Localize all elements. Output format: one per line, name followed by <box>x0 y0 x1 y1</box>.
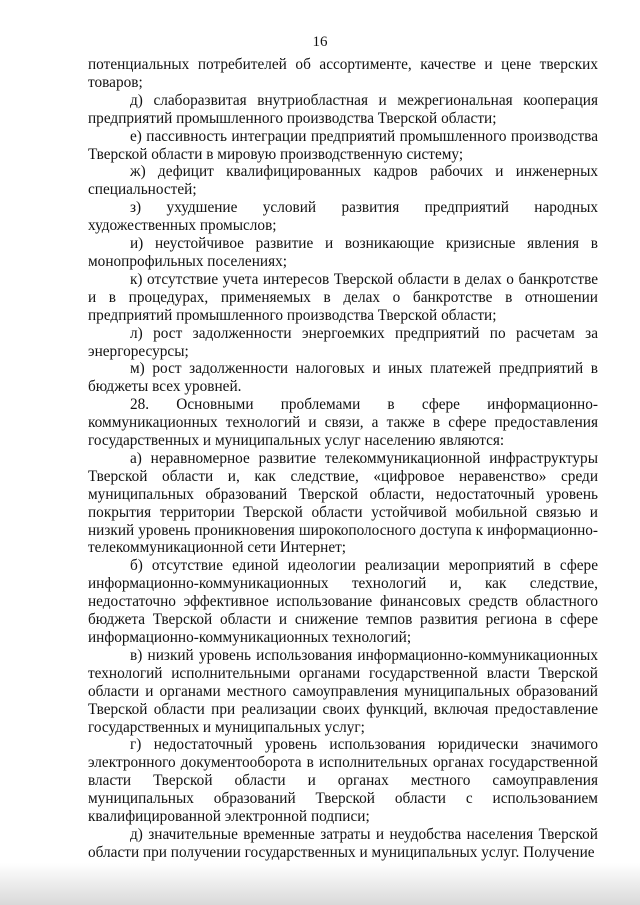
paragraph-item-g: г) недостаточный уровень использования юридически значимого электронного документооборота в исполнительных органах государственной власти Тверской области и органах местного самоуправления муниципальных образований Тверской области с использованием квалифицированной электронной подписи; <box>88 736 598 826</box>
paragraph-item-a: а) неравномерное развитие телекоммуникационной инфраструктуры Тверской области и, как следствие, «цифровое неравенство» среди муниципальных образований Тверской области, недостаточный уровень покрытия территории Тверской области устойчивой мобильной связью и низкий уровень проникновения широкополосного доступа к информационно-телекоммуникационной сети Интернет; <box>88 449 598 557</box>
paragraph-item-i: и) неустойчивое развитие и возникающие кризисные явления в монопрофильных поселениях; <box>88 235 598 270</box>
paragraph-item-b: б) отсутствие единой идеологии реализации мероприятий в сфере информационно-коммуникационных технологий и, как следствие, недостаточно эффективное использование финансовых средств областного бюджета Тверской области и снижение темпов развития региона в сфере информационно-коммуникационных технологий; <box>88 557 598 646</box>
paragraph-item-m: м) рост задолженности налоговых и иных платежей предприятий в бюджеты всех уровней. <box>88 360 598 396</box>
paragraph-item-k: к) отсутствие учета интересов Тверской области в делах о банкротстве и в процедурах, применяемых в делах о банкротстве в отношении предприятий промышленного производства Тверской области; <box>88 270 598 324</box>
paragraph-section-28: 28. Основными проблемами в сфере информационно-коммуникационных технологий и связи, а также в сфере предоставления государственных и муниципальных услуг населению являются: <box>88 396 598 450</box>
paragraph-item-d2: д) значительные временные затраты и неудобства населения Тверской области при получении государственных и муниципальных услуг. Получение <box>88 825 598 861</box>
page-number: 16 <box>312 34 328 50</box>
paragraph-item-d: д) слаборазвитая внутриобластная и межрегиональная кооперация предприятий промышленного производства Тверской области; <box>88 91 598 127</box>
paragraph-continuation: потенциальных потребителей об ассортименте, качестве и цене тверских товаров; <box>88 56 598 91</box>
paragraph-item-zh: ж) дефицит квалифицированных кадров рабочих и инженерных специальностей; <box>88 163 598 199</box>
document-body <box>88 56 598 862</box>
scan-bottom-edge <box>0 863 640 905</box>
paragraph-item-z: з) ухудшение условий развития предприятий народных художественных промыслов; <box>88 199 598 235</box>
paragraph-item-v: в) низкий уровень использования информационно-коммуникационных технологий исполнительными органами государственной власти Тверской области и органами местного самоуправления муниципальных образований Тверской области при реализации своих функций, включая предоставление государственных и муниципальных услуг; <box>88 646 598 736</box>
paragraph-item-l: л) рост задолженности энергоемких предприятий по расчетам за энергоресурсы; <box>88 324 598 360</box>
paragraph-item-e: е) пассивность интеграции предприятий промышленного производства Тверской области в мировую производственную систему; <box>88 127 598 163</box>
